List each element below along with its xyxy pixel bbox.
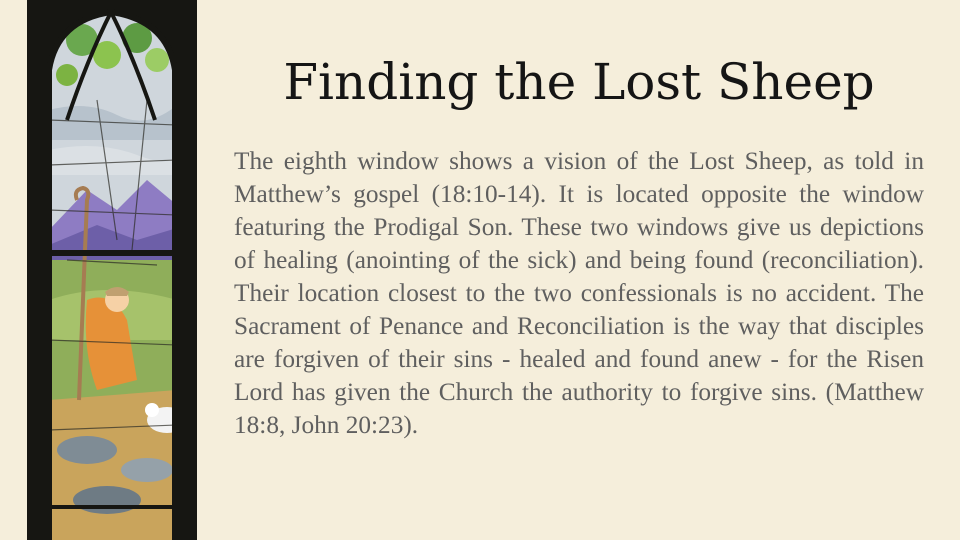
stained-glass-window-image xyxy=(27,0,197,540)
slide-body-text: The eighth window shows a vision of the Lost Sheep, as told in Matthew’s gospel (18:10-14). It is located opposite the window featuring the Prodigal Son. These two windows give us depictions of healing (anointing of the sick) and being found (reconciliation). Their location closest to the two confessionals is no accident. The Sacrament of Penance and Reconciliation is the way that disciples are forgiven of their sins - healed and found anew - for the Risen Lord has given the Church the authority to forgive sins. (Matthew 18:8, John 20:23). xyxy=(234,147,924,439)
slide-title: Finding the Lost Sheep xyxy=(283,53,875,111)
stained-glass-illustration xyxy=(27,0,197,540)
